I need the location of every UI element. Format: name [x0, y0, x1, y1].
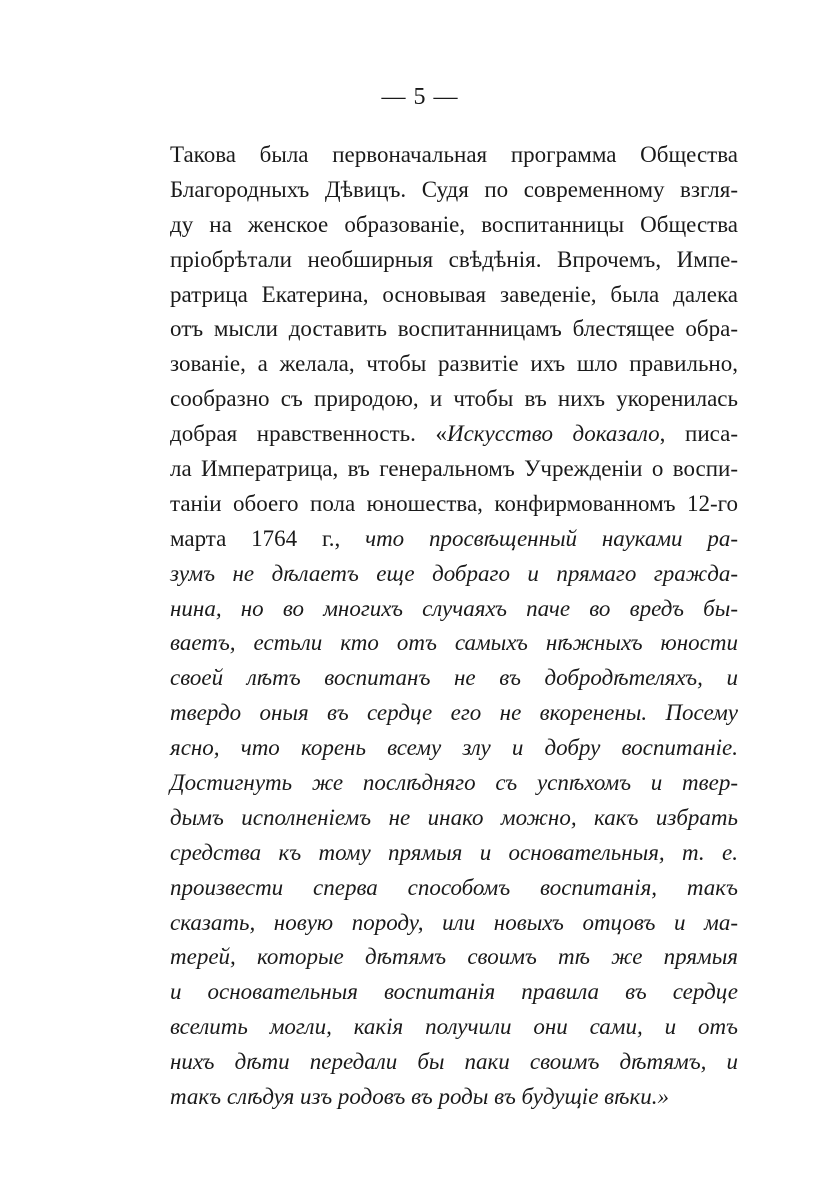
text-run: зованіе, а желала, чтобы развитіе ихъ шло правильно,: [170, 351, 738, 377]
text-line: [170, 312, 738, 347]
text-run: пріобрѣтали необширныя свѣдѣнія. Впрочемъ, Импе-: [170, 246, 738, 272]
text-line: [170, 173, 738, 208]
text-line: [170, 940, 738, 975]
quoted-text: произвести сперва способомъ воспитанія, такъ: [170, 874, 738, 900]
text-line: [170, 557, 738, 592]
quoted-text: вселить могли, какія получили они сами, и отъ: [170, 1014, 738, 1040]
text-line: [170, 766, 738, 801]
quoted-text: терей, которые дѣтямъ своимъ тѣ же прямыя: [170, 944, 738, 970]
text-line: [170, 696, 738, 731]
text-line: [170, 347, 738, 382]
text-line: [170, 975, 738, 1010]
text-run: Благородныхъ Дѣвицъ. Судя по современному взгля-: [170, 176, 738, 202]
text-line: [170, 208, 738, 243]
text-run: добрая нравственность. «: [170, 421, 447, 447]
quoted-text: Искусство доказало: [446, 421, 660, 447]
text-line: [170, 661, 738, 696]
text-run: отъ мысли доставить воспитанницамъ блестящее обра-: [170, 316, 738, 342]
text-line: [170, 452, 738, 487]
quoted-text: твердо оныя въ сердце его не вкоренены. Посему: [170, 700, 738, 726]
text-line: [170, 592, 738, 627]
text-run: марта 1764 г.,: [170, 525, 366, 551]
text-line: [170, 836, 738, 871]
body-text: [170, 138, 738, 1115]
text-run: Такова была первоначальная программа Общества: [170, 142, 738, 167]
quoted-text: нина, но во многихъ случаяхъ паче во вредъ бы-: [170, 595, 738, 621]
text-run: таніи обоего пола юношества, конфирмованномъ 12-го: [170, 490, 738, 516]
text-run: ратрица Екатерина, основывая заведеніе, была далека: [170, 281, 738, 307]
text-line: [170, 1010, 738, 1045]
quoted-text: зумъ не дѣлаетъ еще добраго и прямаго гражда-: [170, 560, 738, 586]
text-line: [170, 243, 738, 278]
quoted-text: средства къ тому прямыя и основательныя, т. е.: [170, 839, 738, 865]
text-line: [170, 871, 738, 906]
text-line: [170, 1045, 738, 1080]
text-line: [170, 626, 738, 661]
text-line: [170, 382, 738, 417]
quoted-text: сказать, новую породу, или новыхъ отцовъ и ма-: [170, 909, 738, 935]
text-run: сообразно съ природою, и чтобы въ нихъ укоренилась: [170, 386, 738, 412]
text-line: [170, 1080, 738, 1115]
quoted-text: такъ слѣдуя изъ родовъ въ роды въ будущіе вѣки.»: [170, 1084, 669, 1110]
text-line: [170, 487, 738, 522]
quoted-text: ясно, что корень всему злу и добру воспитаніе.: [170, 735, 738, 761]
text-run: , писа-: [659, 421, 738, 447]
text-run: ду на женское образованіе, воспитанницы Общества: [170, 211, 738, 237]
text-line: [170, 278, 738, 313]
quoted-text: что просвѣщенный науками ра-: [365, 525, 738, 551]
quoted-text: дымъ исполненіемъ не инако можно, какъ избрать: [170, 804, 738, 830]
text-line: [170, 906, 738, 941]
text-line: [170, 522, 738, 557]
text-line: [170, 731, 738, 766]
page-number: — 5 —: [381, 84, 459, 110]
text-line: [170, 417, 738, 452]
quoted-text: ваетъ, естьли кто отъ самыхъ нѣжныхъ юности: [170, 630, 738, 656]
quoted-text: и основательныя воспитанія правила въ сердце: [170, 979, 738, 1005]
quoted-text: своей лѣтъ воспитанъ не въ добродѣтеляхъ, и: [170, 665, 738, 691]
text-line: [170, 138, 738, 173]
text-line: [170, 801, 738, 836]
text-run: ла Императрица, въ генеральномъ Учрежденіи о воспи-: [170, 456, 738, 482]
quoted-text: Достигнуть же послѣдняго съ успѣхомъ и твер-: [170, 770, 738, 796]
quoted-text: нихъ дѣти передали бы паки своимъ дѣтямъ, и: [170, 1049, 738, 1075]
